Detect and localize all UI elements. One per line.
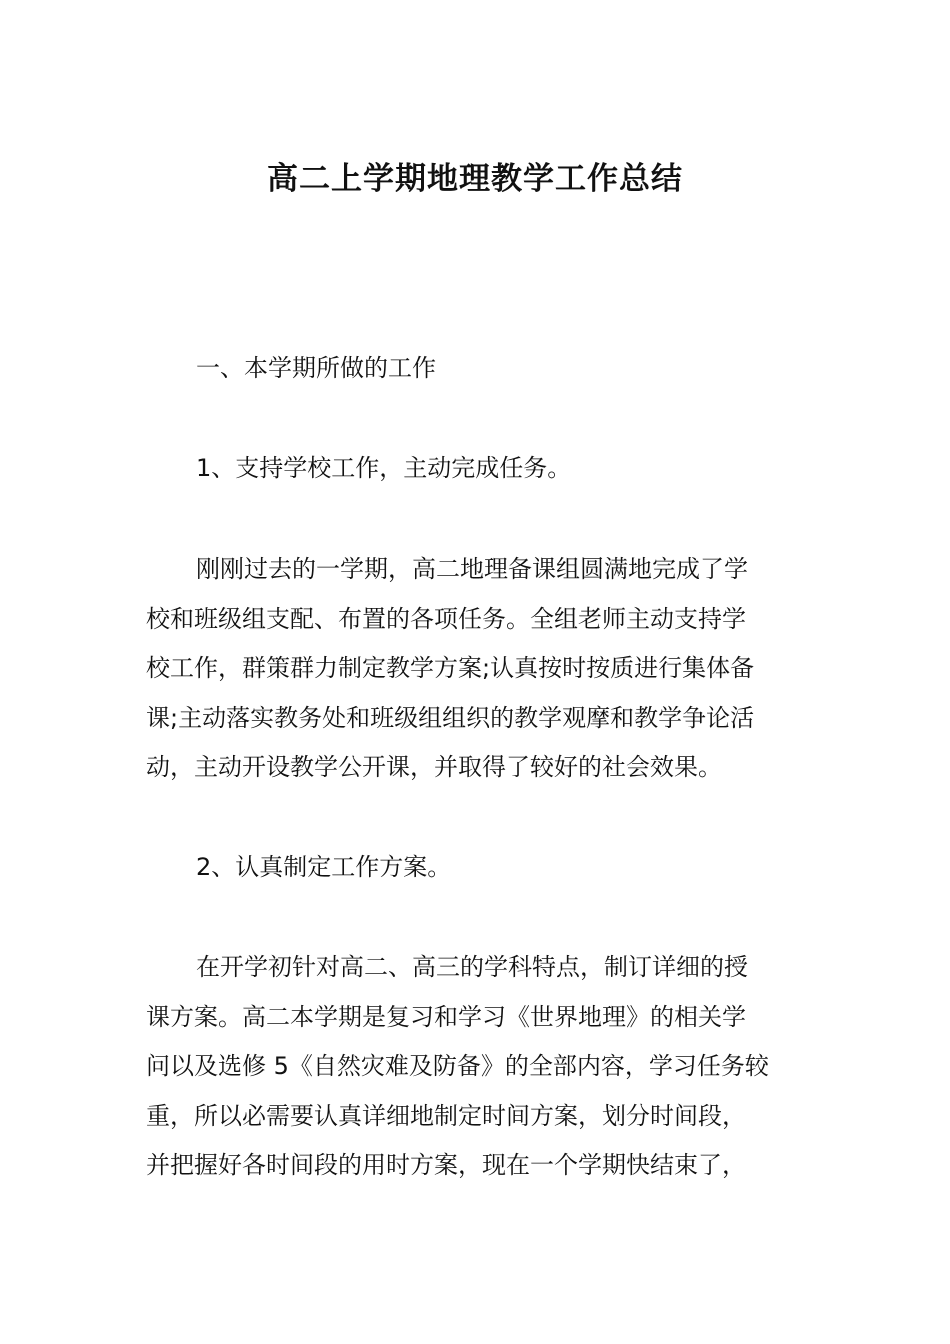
item1-paragraph xyxy=(146,545,810,793)
paragraph-line: 问以及选修 5《自然灾难及防备》的全部内容，学习任务较 xyxy=(146,1052,769,1080)
paragraph-line: 并把握好各时间段的用时方案，现在一个学期快结束了， xyxy=(146,1151,746,1179)
paragraph-line: 课方案。高二本学期是复习和学习《世界地理》的相关学 xyxy=(146,1002,746,1031)
section-heading: 一、本学期所做的工作 xyxy=(196,354,436,382)
paragraph-line: 刚刚过去的一学期，高二地理备课组圆满地完成了学 xyxy=(196,555,748,583)
paragraph-line: 重，所以必需要认真详细地制定时间方案，划分时间段， xyxy=(146,1101,746,1130)
document-title: 高二上学期地理教学工作总结 xyxy=(267,161,683,197)
paragraph-line: 课;主动落实教务处和班级组组织的教学观摩和教学争论活 xyxy=(146,703,755,732)
item1-heading: 1、支持学校工作，主动完成任务。 xyxy=(196,454,572,482)
paragraph-line: 校和班级组支配、布置的各项任务。全组老师主动支持学 xyxy=(146,604,746,633)
item2-heading: 2、认真制定工作方案。 xyxy=(196,853,452,881)
paragraph-line: 动，主动开设教学公开课，并取得了较好的社会效果。 xyxy=(146,753,722,781)
paragraph-line: 在开学初针对高二、高三的学科特点，制订详细的授 xyxy=(196,953,748,981)
paragraph-line: 校工作，群策群力制定教学方案;认真按时按质进行集体备 xyxy=(146,654,755,682)
item2-paragraph xyxy=(146,943,810,1191)
